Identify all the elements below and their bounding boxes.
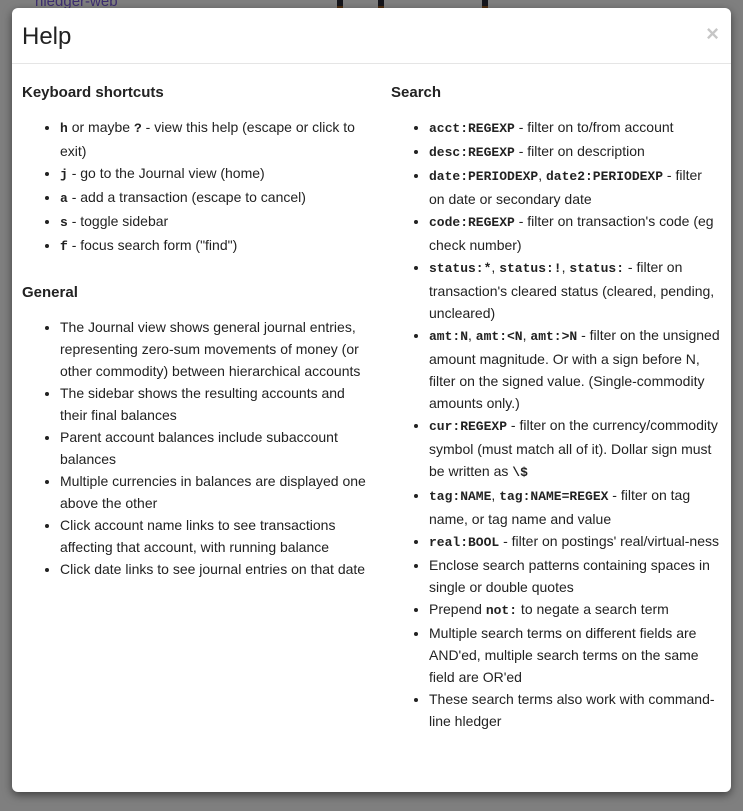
- help-list-item: • Multiple search terms on different fields are AND'ed, multiple search terms on the same field are OR'ed: [429, 622, 721, 688]
- help-list-item: • f - focus search form ("find"): [60, 234, 375, 258]
- code-term: code:REGEXP: [429, 215, 515, 231]
- modal-title: Help: [22, 23, 72, 50]
- code-term: ?: [133, 121, 142, 137]
- help-list-item: • code:REGEXP - filter on transaction's code (eg check number): [429, 210, 721, 256]
- help-list-item: • h or maybe ? - view this help (escape or click to exit): [60, 116, 375, 162]
- code-term: tag:NAME=REGEX: [499, 489, 609, 505]
- code-term: s: [60, 215, 68, 231]
- help-column-left: [22, 84, 391, 732]
- help-list-item: • Click date links to see journal entries on that date: [60, 558, 375, 580]
- help-list-item: • desc:REGEXP - filter on description: [429, 140, 721, 164]
- help-list-keyboard-shortcuts: [22, 116, 375, 258]
- help-list-item: • date:PERIODEXP, date2:PERIODEXP - filter on date or secondary date: [429, 164, 721, 210]
- help-list-search: [391, 116, 721, 732]
- code-term: amt:<N: [475, 329, 523, 345]
- help-modal: [12, 8, 731, 792]
- code-term: status:!: [499, 261, 562, 277]
- help-list-item: • a - add a transaction (escape to cancel): [60, 186, 375, 210]
- code-term: amt:N: [429, 329, 469, 345]
- close-icon: ×: [706, 21, 719, 46]
- help-list-item: • Multiple currencies in balances are displayed one above the other: [60, 470, 375, 514]
- help-list-item: • The Journal view shows general journal entries, representing zero-sum movements of money (or other commodity) between hierarchical accounts: [60, 316, 375, 382]
- help-list-general: [22, 316, 375, 580]
- help-list-item: • Click account name links to see transactions affecting that account, with running balance: [60, 514, 375, 558]
- help-list-item: • Prepend not: to negate a search term: [429, 598, 721, 622]
- code-term: cur:REGEXP: [429, 419, 508, 435]
- code-term: desc:REGEXP: [429, 145, 515, 161]
- help-column-right: [391, 84, 721, 732]
- help-list-item: • tag:NAME, tag:NAME=REGEX - filter on tag name, or tag name and value: [429, 484, 721, 530]
- code-term: j: [60, 167, 68, 183]
- help-list-item: • amt:N, amt:<N, amt:>N - filter on the unsigned amount magnitude. Or with a sign before N, filter on the signed value. (Single-commodity amounts only.): [429, 324, 721, 414]
- code-term: real:BOOL: [429, 535, 500, 551]
- help-list-item: • real:BOOL - filter on postings' real/virtual-ness: [429, 530, 721, 554]
- code-term: amt:>N: [530, 329, 578, 345]
- help-list-item: • j - go to the Journal view (home): [60, 162, 375, 186]
- help-list-item: • These search terms also work with command-line hledger: [429, 688, 721, 732]
- section-heading-keyboard-shortcuts: Keyboard shortcuts: [22, 84, 164, 102]
- help-list-item: • acct:REGEXP - filter on to/from account: [429, 116, 721, 140]
- code-term: \$: [512, 465, 528, 481]
- modal-body: [12, 64, 731, 760]
- help-list-item: • cur:REGEXP - filter on the currency/commodity symbol (must match all of it). Dollar sign must be written as \$: [429, 414, 721, 484]
- help-list-item: • The sidebar shows the resulting accounts and their final balances: [60, 382, 375, 426]
- code-term: status:: [569, 261, 625, 277]
- code-term: tag:NAME: [429, 489, 492, 505]
- help-list-item: • Enclose search patterns containing spaces in single or double quotes: [429, 554, 721, 598]
- code-term: a: [60, 191, 68, 207]
- help-list-item: • Parent account balances include subaccount balances: [60, 426, 375, 470]
- help-list-item: • s - toggle sidebar: [60, 210, 375, 234]
- help-list-item: • status:*, status:!, status: - filter on transaction's cleared status (cleared, pending, uncleared): [429, 256, 721, 324]
- code-term: date2:PERIODEXP: [546, 169, 664, 185]
- close-button[interactable]: [706, 23, 719, 45]
- code-term: f: [60, 239, 68, 255]
- section-heading-general: General: [22, 284, 78, 302]
- code-term: date:PERIODEXP: [429, 169, 539, 185]
- code-term: status:*: [429, 261, 492, 277]
- code-term: not:: [485, 603, 518, 619]
- modal-header: [12, 8, 731, 64]
- code-term: acct:REGEXP: [429, 121, 515, 137]
- section-heading-search: Search: [391, 84, 442, 102]
- code-term: h: [60, 121, 68, 137]
